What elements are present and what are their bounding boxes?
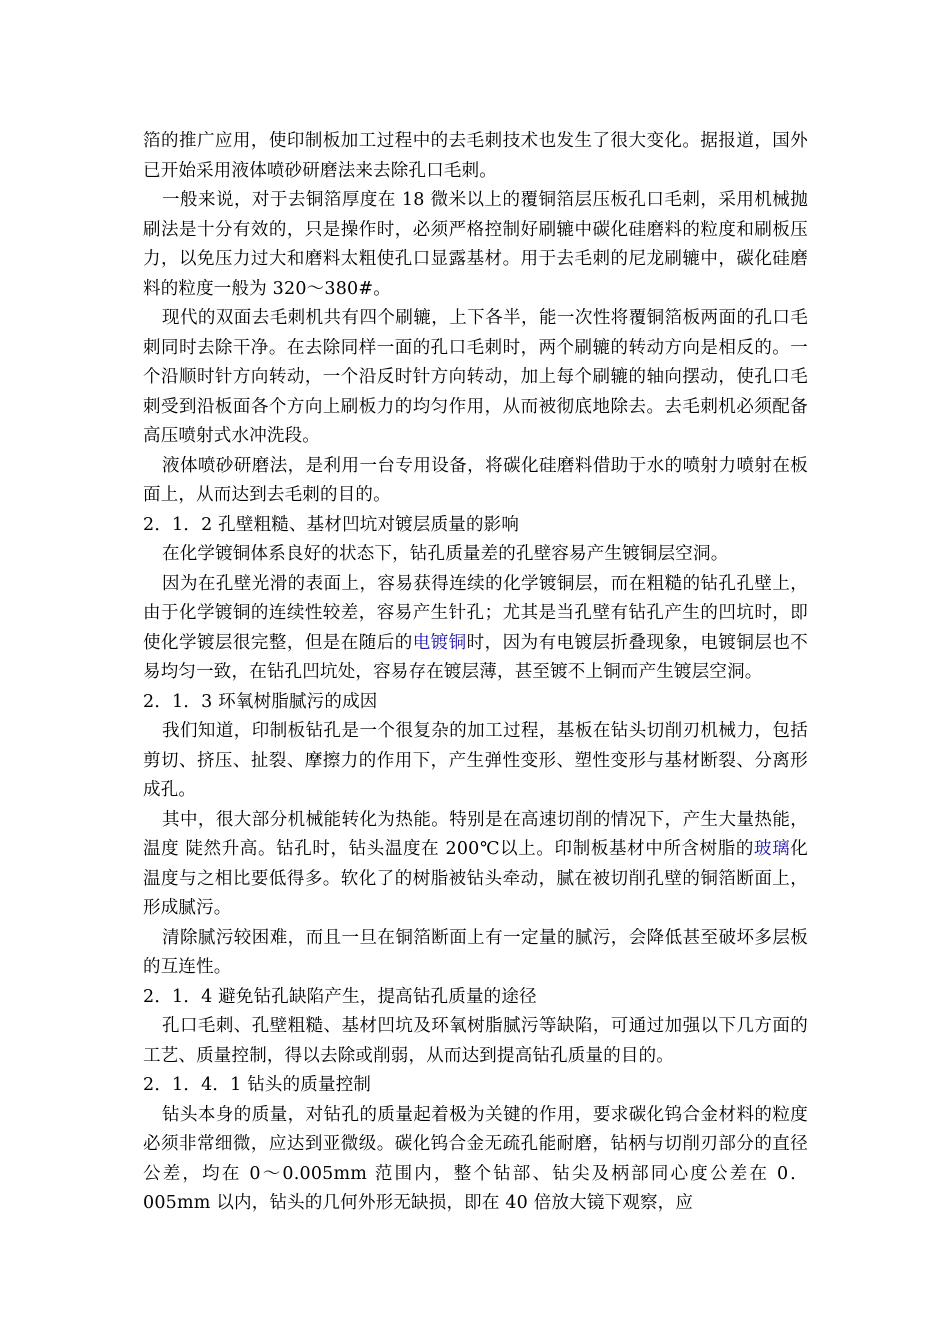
paragraph: 现代的双面去毛刺机共有四个刷辘，上下各半，能一次性将覆铜箔板两面的孔口毛刺同时去除干净。在去除同样一面的孔口毛刺时，两个刷辘的转动方向是相反的。一个沿顺时针方向转动，一个沿反时针方向转动，加上每个刷辘的轴向摆动，使孔口毛刺受到沿板面各个方向上刷板力的均匀作用，从而被彻底地除去。去毛刺机必须配备高压喷射式水冲洗段。	[143, 308, 808, 446]
section-heading: 2．1．4．1 钻头的质量控制	[143, 1075, 372, 1095]
document-body	[143, 127, 808, 1219]
paragraph-text: 时，因为有电镀层折叠现象，电镀铜层也不易均匀一致，在钻孔凹坑处，容易存在镀层薄，甚至镀不上铜而产生镀层空洞。	[143, 632, 808, 682]
electroplating-copper-link[interactable]: 电镀铜	[412, 632, 467, 653]
paragraph: 一般来说，对于去铜箔厚度在 18 微米以上的覆铜箔层压板孔口毛刺，采用机械抛刷法是十分有效的，只是操作时，必须严格控制好刷辘中碳化硅磨料的粒度和刷板压力，以免压力过大和磨料太粗使孔口显露基材。用于去毛刺的尼龙刷辘中，碳化硅磨料的粒度一般为 320～380#。	[143, 190, 808, 299]
glass-link[interactable]: 玻璃	[754, 839, 791, 859]
paragraph: 我们知道，印制板钻孔是一个很复杂的加工过程，基板在钻头切削刃机械力，包括剪切、挤压、扯裂、摩擦力的作用下，产生弹性变形、塑性变形与基材断裂、分离形成孔。	[143, 721, 808, 800]
paragraph-text: 化温度与之相比要低得多。软化了的树脂被钻头牵动，腻在被切削孔壁的铜箔断面上，形成腻污。	[143, 839, 808, 918]
paragraph-text: 因为在孔壁光滑的表面上，容易获得连续的化学镀铜层，而在粗糙的钻孔孔壁上，由于化学镀铜的连续性较差，容易产生针孔；尤其是当孔壁有钻孔产生的凹坑时，即使化学镀层很完整，但是在随后的	[143, 573, 808, 653]
paragraph: 箔的推广应用，使印制板加工过程中的去毛刺技术也发生了很大变化。据报道，国外已开始采用液体喷砂研磨法来去除孔口毛刺。	[143, 131, 808, 181]
paragraph-text: 其中，很大部分机械能转化为热能。特别是在高速切削的情况下，产生大量热能，温度 陡然升高。钻孔时，钻头温度在 200℃以上。印制板基材中所含树脂的	[143, 809, 808, 859]
paragraph: 孔口毛刺、孔壁粗糙、基材凹坑及环氧树脂腻污等缺陷，可通过加强以下几方面的工艺、质量控制，得以去除或削弱，从而达到提高钻孔质量的目的。	[143, 1016, 808, 1066]
paragraph: 清除腻污较困难，而且一旦在铜箔断面上有一定量的腻污，会降低甚至破坏多层板的互连性。	[143, 927, 808, 977]
section-heading: 2．1．2 孔壁粗糙、基材凹坑对镀层质量的影响	[143, 514, 520, 535]
paragraph: 在化学镀铜体系良好的状态下，钻孔质量差的孔壁容易产生镀铜层空洞。	[162, 544, 729, 564]
paragraph: 钻头本身的质量，对钻孔的质量起着极为关键的作用，要求碳化钨合金材料的粒度必须非常细微，应达到亚微级。碳化钨合金无疏孔能耐磨，钻柄与切削刃部分的直径公差，均在 0～0.005mm 范围内，整个钻部、钻尖及柄部同心度公差在 0．005mm 以内，钻头的几何外形无缺损，即在 40 倍放大镜下观察，应	[143, 1104, 808, 1213]
paragraph	[143, 806, 808, 924]
paragraph	[143, 570, 808, 688]
section-heading: 2．1．4 避免钻孔缺陷产生，提高钻孔质量的途径	[143, 986, 537, 1007]
paragraph: 液体喷砂研磨法，是利用一台专用设备，将碳化硅磨料借助于水的喷射力喷射在板面上，从而达到去毛刺的目的。	[143, 455, 808, 505]
section-heading: 2．1．3 环氧树脂腻污的成因	[143, 691, 378, 712]
